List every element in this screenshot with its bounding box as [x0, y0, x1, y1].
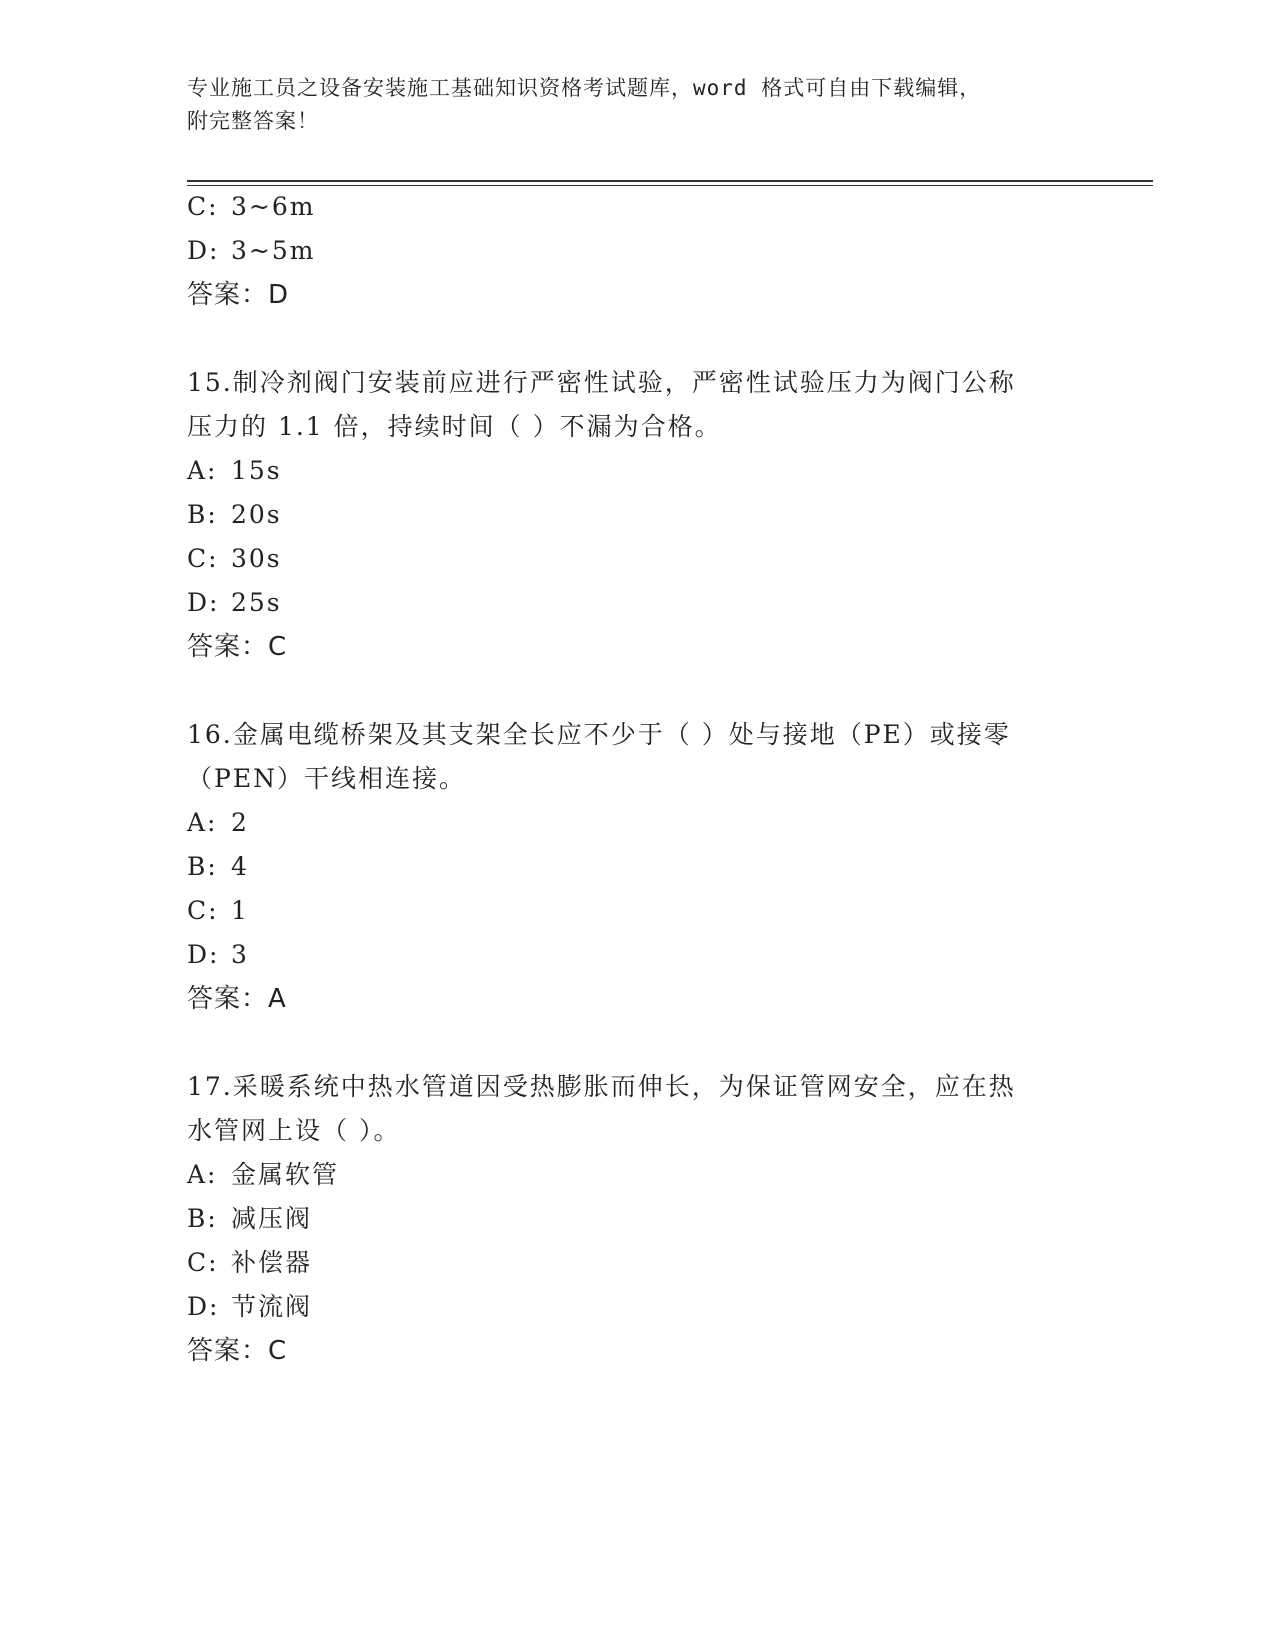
header-divider-thin [187, 185, 1153, 186]
header-line-1: 专业施工员之设备安装施工基础知识资格考试题库，word 格式可自由下载编辑， [187, 76, 982, 100]
question-17-option-c [187, 1246, 312, 1280]
prev-option-c [187, 190, 315, 224]
question-16-option-c [187, 894, 249, 928]
question-17-option-a [187, 1158, 339, 1192]
question-17-option-d [187, 1290, 312, 1324]
question-17-option-b [187, 1202, 312, 1236]
question-15-answer: 答案：C [187, 632, 288, 662]
question-15-line-2: 压力的 1.1 倍，持续时间（ ）不漏为合格。 [187, 412, 722, 441]
question-16-option-b [187, 850, 249, 884]
prev-option-d [187, 234, 315, 268]
option-text: 减压阀 [231, 1204, 313, 1233]
question-17-line-1: 17.采暖系统中热水管道因受热膨胀而伸长，为保证管网安全，应在热 [187, 1072, 1016, 1101]
page-header [187, 72, 1087, 138]
option-text: 节流阀 [231, 1292, 313, 1321]
option-text: 25s [231, 588, 282, 617]
option-text: 3~6m [231, 192, 316, 221]
question-15-line-1: 15.制冷剂阀门安装前应进行严密性试验，严密性试验压力为阀门公称 [187, 368, 1016, 397]
question-17-answer: 答案：C [187, 1336, 288, 1366]
option-letter: C: [187, 1248, 219, 1277]
option-text: 2 [231, 808, 249, 837]
option-text: 金属软管 [231, 1160, 340, 1189]
option-letter: C: [187, 896, 219, 925]
option-letter: D: [187, 236, 220, 265]
option-letter: D: [187, 588, 220, 617]
question-15-option-c [187, 542, 282, 576]
question-15-option-b [187, 498, 282, 532]
option-text: 4 [231, 852, 249, 881]
option-text: 补偿器 [231, 1248, 313, 1277]
header-line-2: 附完整答案！ [187, 109, 319, 133]
question-16-line-1: 16.金属电缆桥架及其支架全长应不少于（ ）处与接地（PE）或接零 [187, 720, 1011, 749]
question-16-option-d [187, 938, 249, 972]
option-letter: D: [187, 940, 220, 969]
option-text: 20s [231, 500, 282, 529]
option-letter: D: [187, 1292, 220, 1321]
question-17-line-2: 水管网上设（ ）。 [187, 1116, 401, 1145]
option-letter: B: [187, 500, 218, 529]
option-text: 3~5m [231, 236, 316, 265]
header-divider-thick [187, 180, 1153, 182]
question-15-option-d [187, 586, 282, 620]
question-15-option-a [187, 454, 282, 488]
option-letter: C: [187, 192, 219, 221]
option-text: 15s [231, 456, 282, 485]
option-letter: A: [187, 808, 218, 837]
option-text: 3 [231, 940, 249, 969]
option-letter: B: [187, 1204, 218, 1233]
question-16-option-a [187, 806, 249, 840]
option-letter: A: [187, 1160, 218, 1189]
option-text: 30s [231, 544, 282, 573]
prev-answer: 答案：D [187, 280, 290, 310]
option-letter: A: [187, 456, 218, 485]
question-16-answer: 答案：A [187, 984, 287, 1014]
question-16-line-2: （PEN）干线相连接。 [187, 764, 466, 793]
option-letter: C: [187, 544, 219, 573]
option-letter: B: [187, 852, 218, 881]
option-text: 1 [231, 896, 249, 925]
